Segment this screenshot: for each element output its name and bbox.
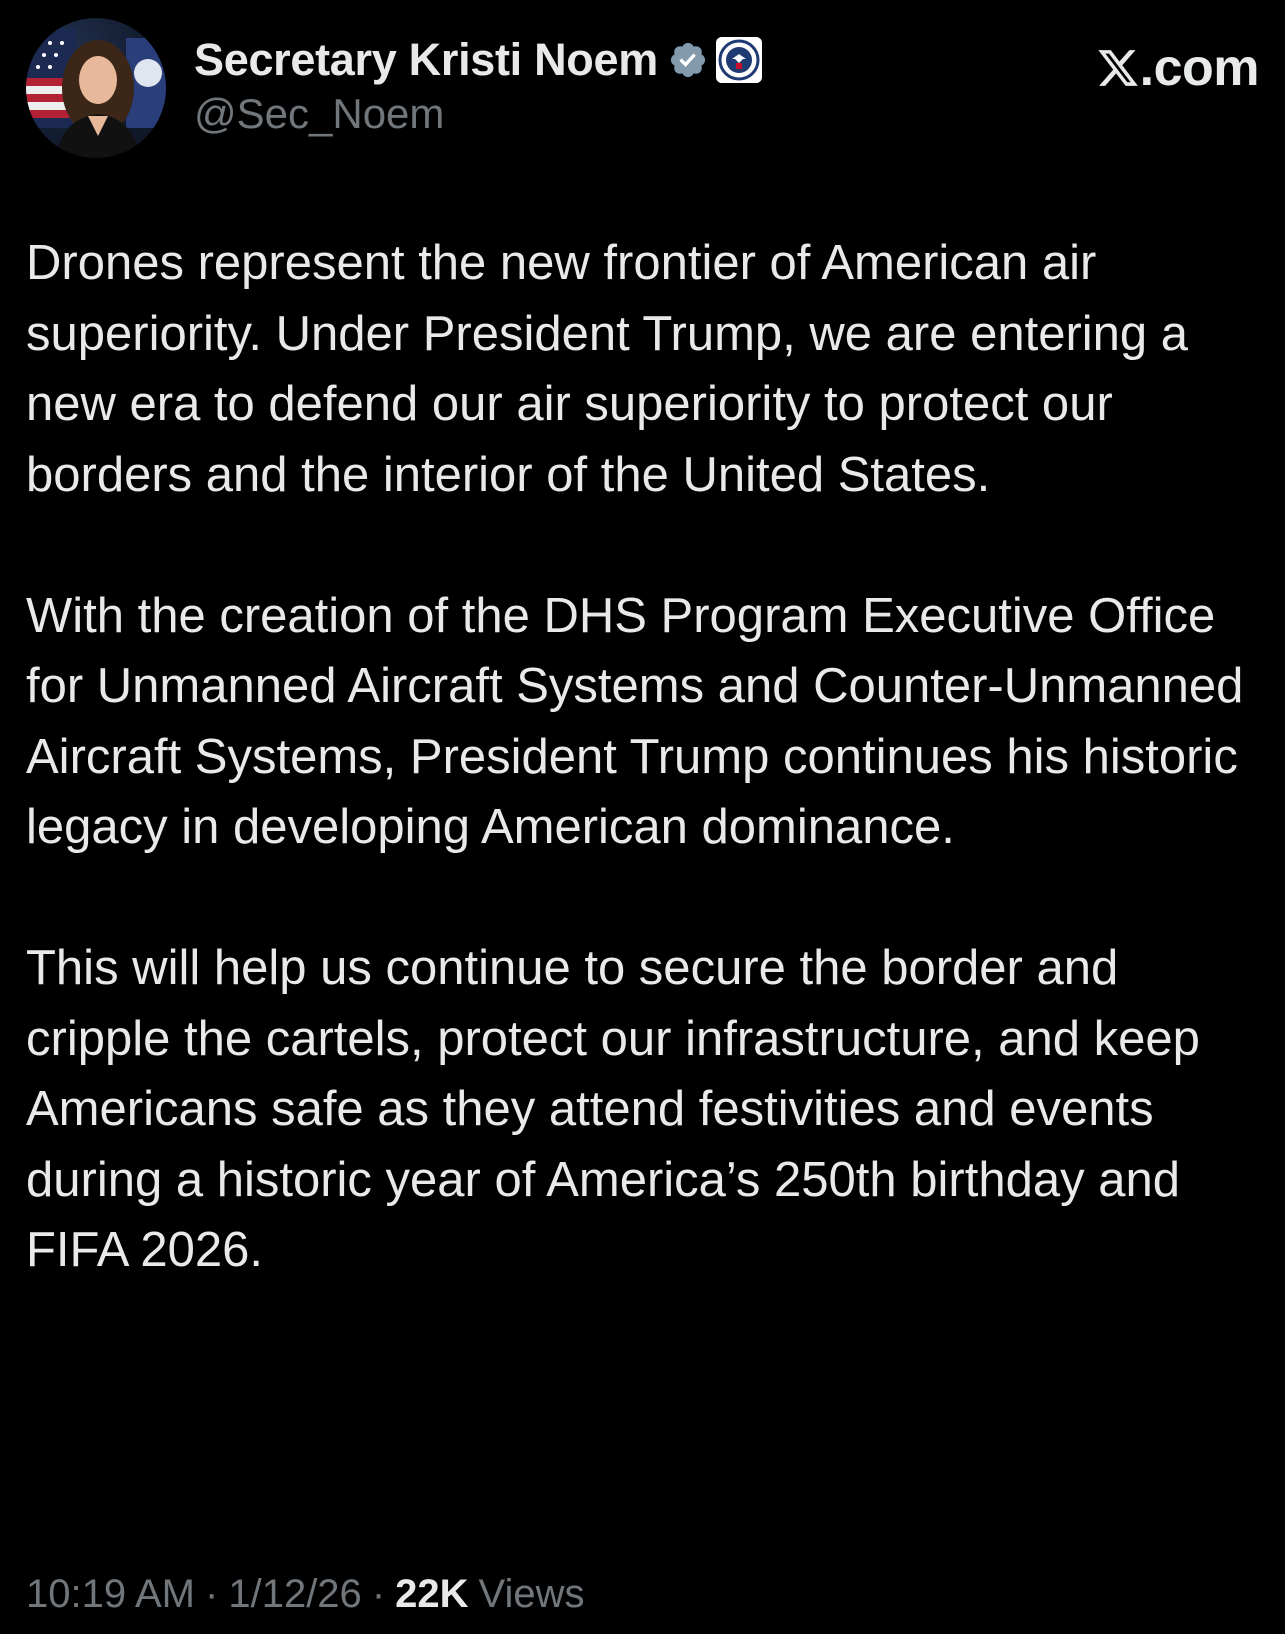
name-row <box>194 32 762 88</box>
views-label[interactable]: Views <box>478 1571 585 1616</box>
verified-badge-icon[interactable] <box>668 40 708 80</box>
tweet-header <box>26 18 1259 158</box>
brand-watermark <box>1096 40 1259 96</box>
author-handle[interactable]: @Sec_Noem <box>194 90 445 137</box>
tweet-paragraph: This will help us continue to secure the border and cripple the cartels, protect our infrastructure, and keep Americans safe as they attend festivities and events during a historic year of America’s 250th birthday and FIFA 2026. <box>26 941 1200 1277</box>
x-logo-icon <box>1096 46 1140 90</box>
tweet-body <box>26 228 1251 1286</box>
tweet-meta <box>26 1566 585 1622</box>
tweet-date[interactable]: 1/12/26 <box>228 1571 362 1616</box>
avatar[interactable] <box>26 18 166 158</box>
meta-separator: · <box>371 1571 386 1616</box>
views-count[interactable]: 22K <box>395 1571 469 1616</box>
dhs-seal-icon[interactable] <box>716 37 762 83</box>
tweet-time[interactable]: 10:19 AM <box>26 1571 196 1616</box>
brand-text: .com <box>1139 39 1259 97</box>
tweet-paragraph: With the creation of the DHS Program Executive Office for Unmanned Aircraft Systems and Counter-Unmanned Aircraft Systems, President Trump continues his historic legacy in developing American dominance. <box>26 588 1244 854</box>
tweet-paragraph: Drones represent the new frontier of American air superiority. Under President Trump, we are entering a new era to defend our air superiority to protect our borders and the interior of the United States. <box>26 236 1189 502</box>
meta-separator: · <box>205 1571 219 1616</box>
profile-photo <box>26 18 166 158</box>
author-info <box>194 32 762 138</box>
display-name[interactable]: Secretary Kristi Noem <box>194 34 658 85</box>
